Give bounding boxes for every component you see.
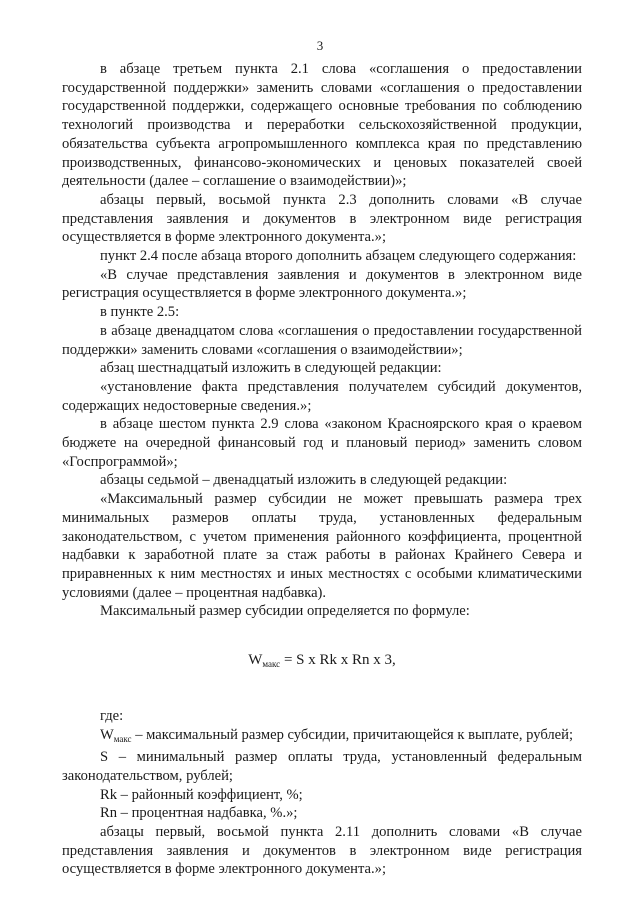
definition-s [62, 748, 582, 785]
definition-symbol: Rn [100, 805, 118, 822]
definition-text: – максимальный размер субсидии, причитающейся к выплате, рублей; [131, 726, 574, 743]
formula-subscript: макс [262, 659, 281, 670]
definition-rk [62, 786, 582, 805]
paragraph-formula-intro: Максимальный размер субсидии определяется по формуле: [100, 603, 470, 620]
formula-expression: = S x Rk x Rn x 3, [280, 652, 396, 669]
paragraph-2-5-abzac-16-text: «установление факта представления получателем субсидий документов, содержащих недостоверные сведения.»; [62, 378, 582, 414]
where-label: где: [100, 707, 124, 724]
definition-symbol: S [100, 749, 109, 766]
paragraph-2-5-abzac-12: в абзаце двенадцатом слова «соглашения о предоставлении государственной поддержки» заменить словами «соглашения о взаимодействии»; [62, 322, 582, 358]
definition-symbol: Rk [100, 786, 118, 803]
paragraph-2-11-amendment: абзацы первый, восьмой пункта 2.11 дополнить словами «В случае представления заявления и документов в электронном виде регистрация осуществляется в форме электронного документа.»; [62, 824, 582, 878]
paragraph-2-5-heading: в пункте 2.5: [100, 304, 180, 321]
definition-text: – процентная надбавка, %.»; [117, 805, 298, 822]
definition-symbol: W [100, 726, 114, 743]
paragraph-2-4-new-text: «В случае представления заявления и документов в электронном виде регистрация осуществляется в форме электронного документа.»; [62, 266, 582, 302]
paragraph-2-1-amendment: в абзаце третьем пункта 2.1 слова «соглашения о предоставлении государственной поддержки» заменить словами «соглашения о предоставлении государственной поддержки, содержащего основные требования по соблюдению технологий производства и переработки сельскохозяйственной продукции, обязательства субъекта агропромышленного комплекса края по представлению производственных, финансово-экономических и ценовых показателей своей деятельности (далее – соглашение о взаимодействии)»; [62, 61, 582, 190]
definition-subscript: макс [113, 733, 132, 744]
definition-text: – районный коэффициент, %; [117, 786, 303, 803]
definition-text: – минимальный размер оплаты труда, установленный федеральным законодательством, рублей; [62, 749, 582, 784]
paragraph-2-4-amendment: пункт 2.4 после абзаца второго дополнить абзацем следующего содержания: [100, 248, 577, 265]
paragraph-2-3-amendment: абзацы первый, восьмой пункта 2.3 дополнить словами «В случае представления заявления и документов в электронном виде регистрация осуществляется в форме электронного документа.»; [62, 191, 582, 246]
document-body [62, 60, 582, 879]
paragraph-2-9-amendment: в абзаце шестом пункта 2.9 слова «законом Красноярского края о краевом бюджете на очередной финансовый год и плановый период» заменить словом «Госпрограммой»; [62, 416, 582, 470]
paragraph-2-9-abzac-7-12: абзацы седьмой – двенадцатый изложить в следующей редакции: [100, 472, 508, 489]
definition-rn [62, 804, 582, 823]
formula-symbol-w: W [248, 652, 263, 669]
subsidy-formula [62, 651, 582, 674]
definition-wmax [62, 726, 582, 749]
page-number: 3 [316, 38, 324, 53]
paragraph-2-5-abzac-16: абзац шестнадцатый изложить в следующей редакции: [100, 360, 442, 377]
paragraph-max-subsidy-text: «Максимальный размер субсидии не может превышать размера трех минимальных размеров оплаты труда, установленных федеральным законодательством, с учетом применения районного коэффициента, процентной надбавки к заработной плате за стаж работы в районах Крайнего Севера и приравненных к ним местностях и иных местностях с особыми климатическими условиями (далее – процентная надбавка). [62, 491, 582, 601]
